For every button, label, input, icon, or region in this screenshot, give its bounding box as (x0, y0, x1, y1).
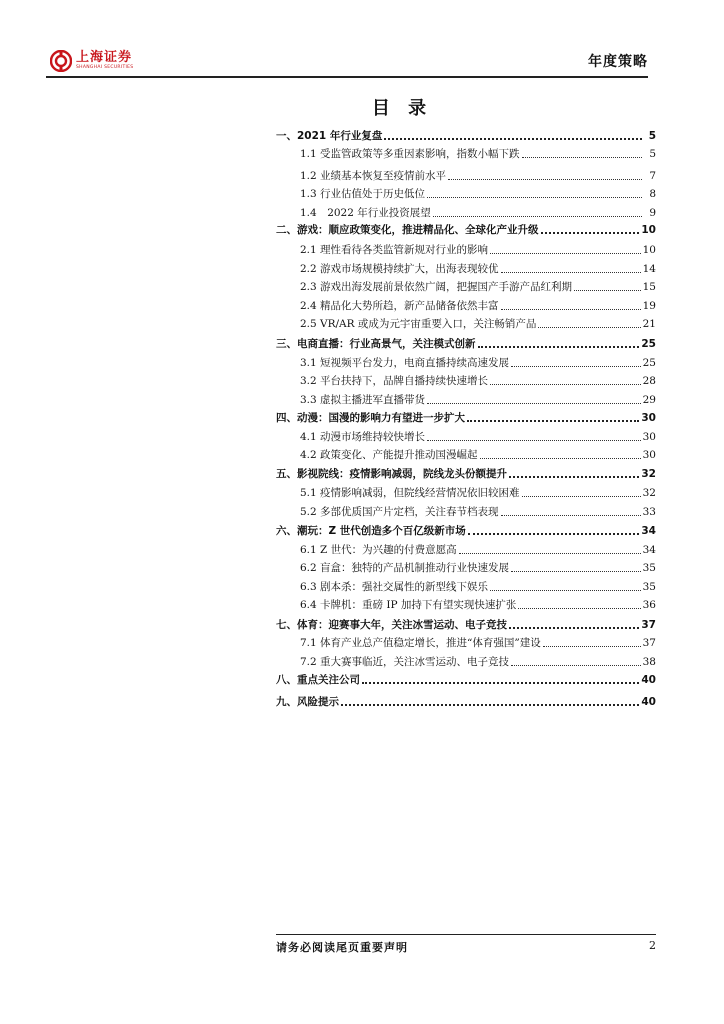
toc-entry-page: 32 (641, 468, 656, 480)
page-footer (276, 934, 656, 955)
toc-leader-dots (490, 589, 641, 591)
toc-leader-dots (541, 231, 640, 234)
toc-leader-dots (490, 383, 641, 385)
toc-title: 目 录 (371, 98, 433, 119)
toc-entry-title: 5.2 多部优质国产片定档，关注春节档表现 (300, 506, 499, 518)
toc-entry-page: 36 (642, 599, 656, 611)
toc-entry-page: 10 (642, 244, 656, 256)
toc-entry-title: 1.2 业绩基本恢复至疫情前水平 (300, 170, 447, 182)
logo-chinese-name: 上海证券 (76, 50, 133, 65)
toc-entry-page: 34 (641, 525, 656, 537)
toc-entry-title: 七、体育：迎赛事大年，关注冰雪运动、电子竞技 (276, 619, 507, 631)
toc-leader-dots (468, 532, 640, 535)
toc-entry-page: 40 (641, 674, 656, 686)
toc-leader-dots (459, 552, 641, 554)
toc-entry-page: 33 (642, 506, 656, 518)
toc-chapter-entry[interactable] (276, 407, 656, 425)
toc-leader-dots (501, 514, 641, 516)
toc-entry-title: 5.1 疫情影响减弱，但院线经营情况依旧较困难 (300, 487, 520, 499)
toc-section-entry[interactable] (276, 557, 656, 575)
toc-section-entry[interactable] (276, 426, 656, 444)
toc-entry-page: 5 (649, 148, 656, 160)
toc-leader-dots (538, 326, 640, 328)
toc-section-entry[interactable] (276, 143, 656, 161)
toc-leader-dots (509, 626, 639, 629)
toc-entry-page: 28 (642, 375, 656, 387)
toc-chapter-entry[interactable] (276, 333, 656, 351)
page-number: 2 (649, 939, 656, 952)
toc-section-entry[interactable] (276, 165, 656, 183)
toc-section-entry[interactable] (276, 276, 656, 294)
toc-leader-dots (543, 645, 641, 647)
toc-entry-title: 八、重点关注公司 (276, 674, 360, 686)
toc-chapter-entry[interactable] (276, 219, 656, 237)
toc-leader-dots (509, 475, 639, 478)
toc-leader-dots (480, 457, 641, 459)
toc-entry-title: 7.2 重大赛事临近，关注冰雪运动、电子竞技 (300, 656, 510, 668)
disclaimer-note: 请务必阅读尾页重要声明 (276, 941, 408, 954)
toc-entry-title: 五、影视院线：疫情影响减弱，院线龙头份额提升 (276, 468, 507, 480)
toc-leader-dots (511, 664, 641, 666)
toc-entry-page: 38 (642, 656, 656, 668)
toc-leader-dots (467, 419, 639, 422)
toc-leader-dots (501, 271, 641, 273)
toc-entry-title: 2.5 VR/AR 或成为元宇宙重要入口，关注畅销产品 (300, 318, 537, 330)
toc-section-entry[interactable] (276, 183, 656, 201)
toc-section-entry[interactable] (276, 482, 656, 500)
toc-section-entry[interactable] (276, 651, 656, 669)
toc-entry-title: 九、风险提示 (276, 696, 339, 708)
company-logo (50, 50, 133, 72)
toc-leader-dots (433, 215, 642, 217)
toc-entry-page: 21 (642, 318, 656, 330)
toc-entry-page: 35 (642, 562, 656, 574)
toc-section-entry[interactable] (276, 313, 656, 331)
toc-entry-page: 25 (641, 338, 656, 350)
toc-leader-dots (522, 156, 642, 158)
toc-entry-title: 6.3 剧本杀：强社交属性的新型线下娱乐 (300, 581, 489, 593)
document-type: 年度策略 (588, 54, 648, 70)
toc-entry-title: 一、2021 年行业复盘 (276, 130, 383, 142)
toc-section-entry[interactable] (276, 539, 656, 557)
toc-leader-dots (341, 703, 639, 706)
toc-entry-page: 37 (642, 637, 656, 649)
toc-section-entry[interactable] (276, 370, 656, 388)
toc-entry-title: 4.2 政策变化、产能提升推动国漫崛起 (300, 449, 478, 461)
toc-chapter-entry[interactable] (276, 125, 656, 143)
toc-entry-title: 1.3 行业估值处于历史低位 (300, 188, 426, 200)
toc-entry-page: 30 (641, 412, 656, 424)
toc-entry-title: 四、动漫：国漫的影响力有望进一步扩大 (276, 412, 465, 424)
toc-section-entry[interactable] (276, 594, 656, 612)
toc-chapter-entry[interactable] (276, 614, 656, 632)
toc-entry-title: 六、潮玩：Z 世代创造多个百亿级新市场 (276, 525, 466, 537)
toc-entry-page: 37 (641, 619, 656, 631)
toc-entry-title: 2.3 游戏出海发展前景依然广阔，把握国产手游产品红利期 (300, 281, 573, 293)
toc-leader-dots (427, 196, 642, 198)
toc-leader-dots (362, 681, 639, 684)
toc-entry-title: 6.4 卡牌机：重磅 IP 加持下有望实现快速扩张 (300, 599, 517, 611)
toc-chapter-entry[interactable] (276, 463, 656, 481)
toc-entry-title: 1.4 2022 年行业投资展望 (300, 207, 431, 219)
toc-entry-page: 40 (641, 696, 656, 708)
toc-section-entry[interactable] (276, 576, 656, 594)
toc-entry-page: 10 (641, 224, 656, 236)
toc-section-entry[interactable] (276, 389, 656, 407)
toc-section-entry[interactable] (276, 352, 656, 370)
toc-entry-title: 3.3 虚拟主播进军直播带货 (300, 394, 426, 406)
toc-leader-dots (427, 439, 641, 441)
toc-entry-page: 9 (649, 207, 656, 219)
toc-chapter-entry[interactable] (276, 691, 656, 709)
toc-entry-title: 6.2 盲盒：独特的产品机制推动行业快速发展 (300, 562, 510, 574)
toc-entry-page: 14 (642, 263, 656, 275)
toc-chapter-entry[interactable] (276, 520, 656, 538)
toc-entry-title: 3.1 短视频平台发力，电商直播持续高速发展 (300, 357, 510, 369)
toc-section-entry[interactable] (276, 444, 656, 462)
toc-entry-page: 29 (642, 394, 656, 406)
page-header (46, 44, 648, 78)
toc-leader-dots (478, 345, 640, 348)
toc-entry-title: 2.1 理性看待各类监管新规对行业的影响 (300, 244, 489, 256)
toc-leader-dots (427, 402, 641, 404)
toc-section-entry[interactable] (276, 295, 656, 313)
toc-entry-page: 35 (642, 581, 656, 593)
toc-leader-dots (448, 178, 642, 180)
toc-leader-dots (384, 137, 642, 140)
toc-entry-page: 15 (642, 281, 656, 293)
toc-entry-page: 25 (642, 357, 656, 369)
toc-section-entry[interactable] (276, 632, 656, 650)
toc-leader-dots (490, 252, 641, 254)
toc-section-entry[interactable] (276, 258, 656, 276)
toc-entry-title: 三、电商直播：行业高景气，关注模式创新 (276, 338, 476, 350)
toc-entry-page: 30 (642, 431, 656, 443)
toc-entry-title: 3.2 平台扶持下，品牌自播持续快速增长 (300, 375, 489, 387)
toc-entry-title: 1.1 受监管政策等多重因素影响，指数小幅下跌 (300, 148, 520, 160)
toc-entry-title: 7.1 体育产业总产值稳定增长，推进“体育强国”建设 (300, 637, 541, 649)
toc-section-entry[interactable] (276, 202, 656, 220)
toc-section-entry[interactable] (276, 239, 656, 257)
toc-entry-page: 8 (649, 188, 656, 200)
toc-entry-page: 7 (649, 170, 656, 182)
toc-entry-page: 19 (642, 300, 656, 312)
toc-leader-dots (574, 289, 641, 291)
toc-entry-page: 30 (642, 449, 656, 461)
toc-leader-dots (522, 495, 641, 497)
toc-entry-page: 34 (642, 544, 656, 556)
logo-english-name: SHANGHAI SECURITIES (76, 65, 134, 70)
toc-leader-dots (518, 607, 640, 609)
toc-entry-title: 2.4 精品化大势所趋，新产品储备依然丰富 (300, 300, 499, 312)
logo-mark-icon (50, 50, 72, 72)
toc-entry-page: 5 (648, 130, 656, 142)
toc-section-entry[interactable] (276, 501, 656, 519)
toc-entry-title: 二、游戏：顺应政策变化，推进精品化、全球化产业升级 (276, 224, 539, 236)
toc-leader-dots (511, 365, 641, 367)
toc-entry-title: 6.1 Z 世代：为兴趣的付费意愿高 (300, 544, 457, 556)
toc-entry-page: 32 (642, 487, 656, 499)
toc-entry-title: 4.1 动漫市场维持较快增长 (300, 431, 426, 443)
toc-leader-dots (511, 570, 641, 572)
toc-leader-dots (501, 308, 641, 310)
toc-chapter-entry[interactable] (276, 669, 656, 687)
toc-entry-title: 2.2 游戏市场规模持续扩大，出海表现较优 (300, 263, 499, 275)
